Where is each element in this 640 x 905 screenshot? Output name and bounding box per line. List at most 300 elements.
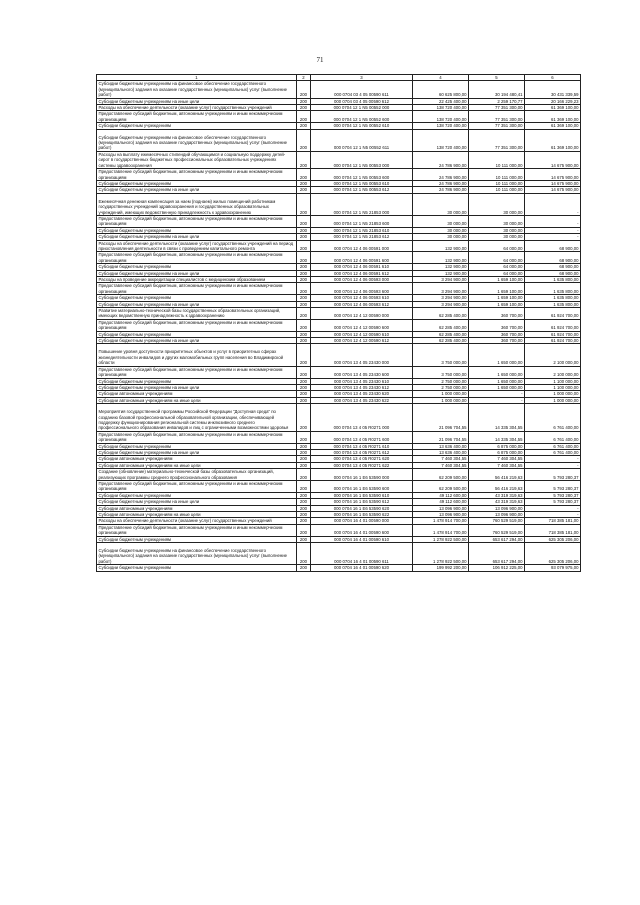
cell-unexecuted: 20 166 229,23 [525,98,581,104]
cell-unexecuted: 718 385 181,00 [525,518,581,524]
cell-approved: 30 000,00 [413,227,469,233]
cell-budget-code: 000 0704 16 1 E6 53590 620 [311,505,413,511]
cell-approved: 62 285 400,00 [413,308,469,320]
cell-admin-code: 200 [297,180,311,186]
cell-description: Расходы на выплату ежемесячных стипендий обучающимся и социальную поддержку детей-сирот в государственных бюджетных профессиональных образовательных учреждениях системы здравоохранения [97,151,297,168]
cell-description: Предоставление субсидий бюджетным, автономным учреждениям и иным некоммерческим организациям [97,169,297,181]
cell-executed: 13 096 900,00 [469,505,525,511]
cell-description: Расходы на обеспечение деятельности (оказание услуг) государственных учреждений [97,105,297,111]
cell-budget-code: 000 0704 12 1 N5 00553 610 [311,180,413,186]
table-row [97,331,581,337]
cell-description: Субсидии бюджетным учреждениям [97,443,297,449]
cell-description: Субсидии бюджетным учреждениям на финансовое обеспечение государственного (муниципального) задания на оказание государственных (муниципальных) услуг (выполнение работ) [97,543,297,565]
table-row [97,505,581,511]
cell-description: Предоставление субсидий бюджетным, автономным учреждениям и иным некоммерческим организациям [97,319,297,331]
cell-executed: 64 000,00 [469,240,525,252]
cell-approved: 62 285 400,00 [413,331,469,337]
cell-admin-code: 200 [297,81,311,98]
cell-budget-code: 000 0704 13 4 05 R0271 610 [311,443,413,449]
cell-admin-code: 200 [297,449,311,455]
table-row [97,283,581,295]
cell-description: Повышение уровня доступности приоритетных объектов и услуг в приоритетных сферах жизнедеятельности инвалидов и других маломобильных групп населения во Владимирской области [97,344,297,366]
cell-admin-code: 200 [297,295,311,301]
cell-admin-code: 200 [297,492,311,498]
table-row [97,512,581,518]
cell-description: Предоставление субсидий бюджетным, автономным учреждениям и иным некоммерческим организациям [97,481,297,493]
cell-executed: 30 000,00 [469,193,525,215]
table-row [97,449,581,455]
cell-budget-code: 000 0704 12 1 N5 21853 000 [311,193,413,215]
cell-approved: 13 636 400,00 [413,443,469,449]
table-row [97,499,581,505]
cell-budget-code: 000 0704 13 4 05 R0271 600 [311,431,413,443]
cell-unexecuted: 718 385 181,00 [525,524,581,536]
cell-unexecuted: - [525,227,581,233]
cell-executed: 360 700,00 [469,331,525,337]
cell-executed: 7 460 304,55 [469,456,525,462]
cell-budget-code: 000 0704 03 4 05 00590 612 [311,98,413,104]
header-cell: 3 [311,75,413,81]
table-row [97,344,581,366]
cell-executed: 30 000,00 [469,234,525,240]
cell-executed: 360 700,00 [469,338,525,344]
cell-budget-code: 000 0704 12 4 06 00593 000 [311,277,413,283]
cell-approved: 49 112 600,00 [413,492,469,498]
cell-unexecuted: 30 431 339,59 [525,81,581,98]
cell-unexecuted: 1 100 000,00 [525,378,581,384]
cell-budget-code: 000 0704 16 4 01 00590 600 [311,524,413,536]
cell-approved: 7 460 304,55 [413,456,469,462]
cell-executed: - [469,391,525,397]
cell-approved: 30 000,00 [413,215,469,227]
cell-executed: 760 529 519,00 [469,524,525,536]
table-row [97,308,581,320]
cell-budget-code: 000 0704 12 4 12 00590 000 [311,308,413,320]
cell-budget-code: 000 0704 12 1 N5 00552 611 [311,129,413,151]
table-row [97,123,581,129]
cell-description: Субсидии бюджетным учреждениям на иные цели [97,234,297,240]
cell-description: Субсидии бюджетным учреждениям [97,378,297,384]
cell-admin-code: 200 [297,344,311,366]
table-row [97,187,581,193]
table-row [97,384,581,390]
cell-executed: 64 000,00 [469,252,525,264]
cell-description: Субсидии бюджетным учреждениям на иные цели [97,98,297,104]
cell-approved: 3 294 900,00 [413,277,469,283]
cell-admin-code: 200 [297,308,311,320]
cell-executed: 77 351 300,00 [469,129,525,151]
cell-budget-code: 000 0704 13 4 05 R0271 622 [311,462,413,468]
cell-admin-code: 200 [297,105,311,111]
table-row [97,338,581,344]
cell-approved: 62 209 500,00 [413,469,469,481]
cell-budget-code: 000 0704 16 4 01 00590 610 [311,536,413,542]
cell-admin-code: 200 [297,151,311,168]
cell-approved: 3 294 900,00 [413,301,469,307]
table-row [97,462,581,468]
cell-budget-code: 000 0704 12 4 06 00591 600 [311,252,413,264]
table-row [97,270,581,276]
cell-executed: 30 000,00 [469,227,525,233]
cell-executed: 56 416 219,63 [469,481,525,493]
cell-executed: 30 194 480,41 [469,81,525,98]
cell-unexecuted: 6 761 400,00 [525,431,581,443]
cell-admin-code: 200 [297,283,311,295]
cell-executed: 360 700,00 [469,319,525,331]
cell-admin-code: 200 [297,431,311,443]
cell-admin-code: 200 [297,469,311,481]
cell-approved: 24 786 900,00 [413,169,469,181]
cell-unexecuted: - [525,234,581,240]
cell-admin-code: 200 [297,481,311,493]
cell-admin-code: 200 [297,543,311,565]
table-row [97,169,581,181]
cell-unexecuted: 68 900,00 [525,264,581,270]
cell-approved: 13 096 900,00 [413,505,469,511]
cell-executed: 1 650 000,00 [469,384,525,390]
table-row [97,431,581,443]
cell-unexecuted: 14 675 900,00 [525,180,581,186]
cell-unexecuted: 61 369 100,00 [525,105,581,111]
cell-budget-code: 000 0704 12 4 12 00590 600 [311,319,413,331]
cell-executed: 77 351 300,00 [469,105,525,111]
cell-unexecuted: 5 793 280,37 [525,469,581,481]
cell-admin-code: 200 [297,234,311,240]
cell-admin-code: 200 [297,169,311,181]
cell-budget-code: 000 0704 13 4 05 23430 610 [311,378,413,384]
page-number: 71 [316,56,324,64]
table-row [97,536,581,542]
cell-approved: 30 000,00 [413,234,469,240]
cell-budget-code: 000 0704 13 4 05 R0271 620 [311,456,413,462]
cell-executed: 14 335 304,55 [469,431,525,443]
cell-budget-code: 000 0704 12 4 06 00593 600 [311,283,413,295]
cell-executed: 1 650 000,00 [469,378,525,384]
cell-executed: 1 659 100,00 [469,283,525,295]
cell-admin-code: 200 [297,240,311,252]
cell-admin-code: 200 [297,111,311,123]
cell-executed: - [469,397,525,403]
cell-description: Субсидии автономным учреждениям на иные цели [97,462,297,468]
table-row [97,240,581,252]
cell-approved: 7 460 304,55 [413,462,469,468]
cell-approved: 21 096 704,55 [413,431,469,443]
cell-description: Предоставление субсидий бюджетным, автономным учреждениям и иным некоммерческим организациям [97,366,297,378]
cell-unexecuted: - [525,215,581,227]
cell-description: Субсидии бюджетным учреждениям на финансовое обеспечение государственного (муниципального) задания на оказание государственных (муниципальных) услуг (выполнение работ) [97,129,297,151]
cell-budget-code: 000 0704 13 4 05 R0271 000 [311,404,413,432]
cell-budget-code: 000 0704 13 4 05 23430 622 [311,397,413,403]
cell-budget-code: 000 0704 16 4 01 00590 611 [311,543,413,565]
table-row [97,469,581,481]
cell-approved: 3 750 000,00 [413,344,469,366]
cell-approved: 138 720 400,00 [413,129,469,151]
cell-approved: 199 992 200,00 [413,565,469,571]
cell-admin-code: 200 [297,252,311,264]
table-row [97,456,581,462]
cell-unexecuted: 1 635 800,00 [525,301,581,307]
cell-description: Субсидии бюджетным учреждениям [97,536,297,542]
cell-unexecuted: 14 675 900,00 [525,151,581,168]
cell-unexecuted: 5 793 280,37 [525,481,581,493]
cell-executed: 43 319 319,63 [469,492,525,498]
cell-budget-code: 000 0704 12 4 06 00591 612 [311,270,413,276]
cell-approved: 1 478 914 700,00 [413,518,469,524]
cell-executed: 43 319 319,63 [469,499,525,505]
cell-description: Субсидии бюджетным учреждениям [97,295,297,301]
cell-unexecuted: 14 675 900,00 [525,187,581,193]
cell-unexecuted: 5 793 280,37 [525,492,581,498]
cell-budget-code: 000 0704 13 4 05 23430 612 [311,384,413,390]
cell-unexecuted: 625 305 206,00 [525,536,581,542]
cell-admin-code: 200 [297,129,311,151]
cell-unexecuted: - [525,456,581,462]
cell-description: Субсидии бюджетным учреждениям на иные цели [97,270,297,276]
table-row [97,518,581,524]
cell-admin-code: 200 [297,301,311,307]
table-row [97,319,581,331]
cell-admin-code: 200 [297,378,311,384]
header-cell: 2 [297,75,311,81]
cell-admin-code: 200 [297,366,311,378]
cell-budget-code: 000 0704 12 1 N5 00553 612 [311,187,413,193]
cell-budget-code: 000 0704 12 1 N5 21853 610 [311,227,413,233]
cell-description: Мероприятия государственной программы Российской Федерации "Доступная среда" по созданию базовой профессиональной образовательной организации, обеспечивающей поддержку функционирования региональной системы инклюзивного среднего профессионального образования инвалидов и лиц с ограниченными возможностями здоровья [97,404,297,432]
cell-approved: 13 636 400,00 [413,449,469,455]
cell-approved: 138 720 400,00 [413,123,469,129]
cell-budget-code: 000 0704 12 4 06 00591 000 [311,240,413,252]
cell-approved: 62 285 400,00 [413,338,469,344]
table-row [97,193,581,215]
cell-executed: 77 351 300,00 [469,123,525,129]
cell-unexecuted: 61 369 100,00 [525,129,581,151]
cell-executed: 1 650 000,00 [469,366,525,378]
cell-approved: 2 750 000,00 [413,378,469,384]
table-row [97,443,581,449]
cell-approved: 62 285 400,00 [413,319,469,331]
cell-admin-code: 200 [297,499,311,505]
table-row [97,227,581,233]
table-row [97,366,581,378]
cell-budget-code: 000 0704 13 4 05 23430 620 [311,391,413,397]
cell-executed: 360 700,00 [469,308,525,320]
cell-budget-code: 000 0704 12 1 N5 21853 600 [311,215,413,227]
cell-approved: 1 278 922 500,00 [413,543,469,565]
cell-approved: 30 000,00 [413,193,469,215]
cell-admin-code: 200 [297,536,311,542]
cell-unexecuted: 61 369 100,00 [525,111,581,123]
cell-unexecuted: 1 635 800,00 [525,295,581,301]
cell-executed: 7 460 304,55 [469,462,525,468]
cell-executed: 64 000,00 [469,270,525,276]
cell-executed: 77 351 300,00 [469,111,525,123]
cell-unexecuted: - [525,512,581,518]
cell-approved: 132 900,00 [413,270,469,276]
cell-budget-code: 000 0704 13 4 05 R0271 612 [311,449,413,455]
cell-budget-code: 000 0704 03 4 05 00590 611 [311,81,413,98]
cell-admin-code: 200 [297,98,311,104]
cell-description: Субсидии бюджетным учреждениям на иные цели [97,187,297,193]
cell-approved: 138 720 400,00 [413,111,469,123]
cell-description: Субсидии бюджетным учреждениям [97,123,297,129]
cell-executed: 10 111 000,00 [469,180,525,186]
cell-budget-code: 000 0704 12 1 N5 00552 610 [311,123,413,129]
cell-executed: 1 650 000,00 [469,344,525,366]
cell-admin-code: 200 [297,518,311,524]
table-row [97,524,581,536]
cell-unexecuted: 61 924 700,00 [525,319,581,331]
cell-admin-code: 200 [297,505,311,511]
cell-description: Субсидии бюджетным учреждениям [97,565,297,571]
cell-unexecuted: 5 793 280,37 [525,499,581,505]
table-row [97,98,581,104]
cell-executed: 10 111 000,00 [469,151,525,168]
cell-description: Субсидии бюджетным учреждениям [97,331,297,337]
cell-budget-code: 000 0704 13 4 05 23430 000 [311,344,413,366]
cell-admin-code: 200 [297,404,311,432]
table-row [97,301,581,307]
cell-executed: 13 096 900,00 [469,512,525,518]
cell-unexecuted: 1 000 000,00 [525,397,581,403]
cell-approved: 60 625 800,00 [413,81,469,98]
cell-approved: 24 786 900,00 [413,180,469,186]
cell-description: Субсидии бюджетным учреждениям на иные цели [97,499,297,505]
cell-admin-code: 200 [297,215,311,227]
cell-description: Субсидии бюджетным учреждениям на иные цели [97,384,297,390]
cell-description: Ежемесячная денежная компенсация за наем (поднаем) жилых помещений работникам государственных учреждений здравоохранения и государственных образовательных учреждений, имеющих ведомственную принадлежность к здравоохранению [97,193,297,215]
cell-budget-code: 000 0704 12 1 N5 00552 000 [311,105,413,111]
cell-description: Предоставление субсидий бюджетным, автономным учреждениям и иным некоммерческим организациям [97,431,297,443]
cell-unexecuted: 625 305 206,00 [525,543,581,565]
cell-description: Расходы на проведение аккредитации специалистов с медицинским образованием [97,277,297,283]
cell-description: Предоставление субсидий бюджетным, автономным учреждениям и иным некоммерческим организациям [97,524,297,536]
cell-description: Субсидии автономным учреждениям [97,505,297,511]
cell-admin-code: 200 [297,391,311,397]
cell-description: Субсидии бюджетным учреждениям [97,492,297,498]
table-row [97,234,581,240]
cell-admin-code: 200 [297,565,311,571]
table-row [97,295,581,301]
cell-approved: 49 112 600,00 [413,499,469,505]
cell-budget-code: 000 0704 12 4 12 00590 612 [311,338,413,344]
cell-executed: 2 259 170,77 [469,98,525,104]
cell-unexecuted: 61 924 700,00 [525,308,581,320]
cell-description: Субсидии автономным учреждениям [97,391,297,397]
cell-unexecuted: 61 924 700,00 [525,338,581,344]
cell-budget-code: 000 0704 16 1 E6 53590 000 [311,469,413,481]
cell-unexecuted: 2 100 000,00 [525,344,581,366]
cell-description: Предоставление субсидий бюджетным, автономным учреждениям и иным некоммерческим организациям [97,215,297,227]
cell-executed: 14 335 304,55 [469,404,525,432]
cell-budget-code: 000 0704 12 4 06 00593 610 [311,295,413,301]
cell-unexecuted: 6 761 400,00 [525,443,581,449]
cell-unexecuted: - [525,505,581,511]
cell-unexecuted: - [525,462,581,468]
cell-executed: 653 617 294,00 [469,536,525,542]
cell-budget-code: 000 0704 12 4 06 00591 610 [311,264,413,270]
cell-approved: 3 750 000,00 [413,366,469,378]
cell-description: Предоставление субсидий бюджетным, автономным учреждениям и иным некоммерческим организациям [97,252,297,264]
cell-approved: 62 209 500,00 [413,481,469,493]
cell-description: Субсидии автономным учреждениям на иные цели [97,512,297,518]
table-row [97,404,581,432]
cell-budget-code: 000 0704 16 1 E6 53590 612 [311,499,413,505]
cell-budget-code: 000 0704 16 1 E6 53590 622 [311,512,413,518]
cell-description: Расходы на обеспечение деятельности (оказание услуг) государственных учреждений на период приостановления деятельности в связи с проведением капитального ремонта [97,240,297,252]
cell-admin-code: 200 [297,512,311,518]
cell-unexecuted: 1 635 800,00 [525,283,581,295]
cell-description: Субсидии бюджетным учреждениям на иные цели [97,301,297,307]
table-row [97,277,581,283]
cell-approved: 138 720 400,00 [413,105,469,111]
cell-admin-code: 200 [297,338,311,344]
cell-admin-code: 200 [297,397,311,403]
cell-unexecuted: 68 900,00 [525,240,581,252]
table-row [97,543,581,565]
cell-executed: 10 111 000,00 [469,187,525,193]
cell-budget-code: 000 0704 13 4 05 23430 600 [311,366,413,378]
cell-approved: 3 294 900,00 [413,295,469,301]
cell-description: Предоставление субсидий бюджетным, автономным учреждениям и иным некоммерческим организациям [97,111,297,123]
cell-admin-code: 200 [297,277,311,283]
header-cell: 6 [525,75,581,81]
cell-description: Предоставление субсидий бюджетным, автономным учреждениям и иным некоммерческим организациям [97,283,297,295]
cell-admin-code: 200 [297,319,311,331]
cell-approved: 1 000 000,00 [413,397,469,403]
table-row [97,565,581,571]
cell-budget-code: 000 0704 12 4 12 00590 610 [311,331,413,337]
cell-admin-code: 200 [297,270,311,276]
cell-approved: 22 425 400,00 [413,98,469,104]
table-row [97,151,581,168]
cell-unexecuted: 1 000 000,00 [525,391,581,397]
cell-unexecuted: 93 079 975,00 [525,565,581,571]
cell-admin-code: 200 [297,331,311,337]
header-cell: 1 [97,75,297,81]
cell-approved: 13 096 900,00 [413,512,469,518]
header-cell: 5 [469,75,525,81]
table-row [97,111,581,123]
cell-executed: 64 000,00 [469,264,525,270]
cell-unexecuted: 1 635 800,00 [525,277,581,283]
cell-unexecuted: 68 900,00 [525,270,581,276]
cell-budget-code: 000 0704 16 1 E6 53590 600 [311,481,413,493]
cell-description: Развитие материально-технической базы государственных образовательных организаций, имеющих ведомственную принадлежность к здравоохранению [97,308,297,320]
cell-budget-code: 000 0704 16 1 E6 53590 610 [311,492,413,498]
cell-approved: 132 900,00 [413,240,469,252]
cell-executed: 653 617 294,00 [469,543,525,565]
cell-admin-code: 200 [297,462,311,468]
cell-description: Расходы на обеспечение деятельности (оказание услуг) государственных учреждений [97,518,297,524]
cell-admin-code: 200 [297,524,311,536]
cell-unexecuted: 68 900,00 [525,252,581,264]
cell-approved: 24 786 900,00 [413,187,469,193]
cell-unexecuted: - [525,193,581,215]
table-row [97,481,581,493]
cell-admin-code: 200 [297,264,311,270]
cell-description: Субсидии бюджетным учреждениям [97,264,297,270]
cell-unexecuted: 61 924 700,00 [525,331,581,337]
cell-executed: 10 111 000,00 [469,169,525,181]
cell-approved: 132 900,00 [413,252,469,264]
cell-executed: 6 875 000,00 [469,449,525,455]
cell-approved: 2 750 000,00 [413,384,469,390]
cell-executed: 1 659 100,00 [469,277,525,283]
cell-admin-code: 200 [297,123,311,129]
cell-admin-code: 200 [297,227,311,233]
cell-budget-code: 000 0704 16 4 01 00590 620 [311,565,413,571]
cell-budget-code: 000 0704 16 4 01 00590 000 [311,518,413,524]
